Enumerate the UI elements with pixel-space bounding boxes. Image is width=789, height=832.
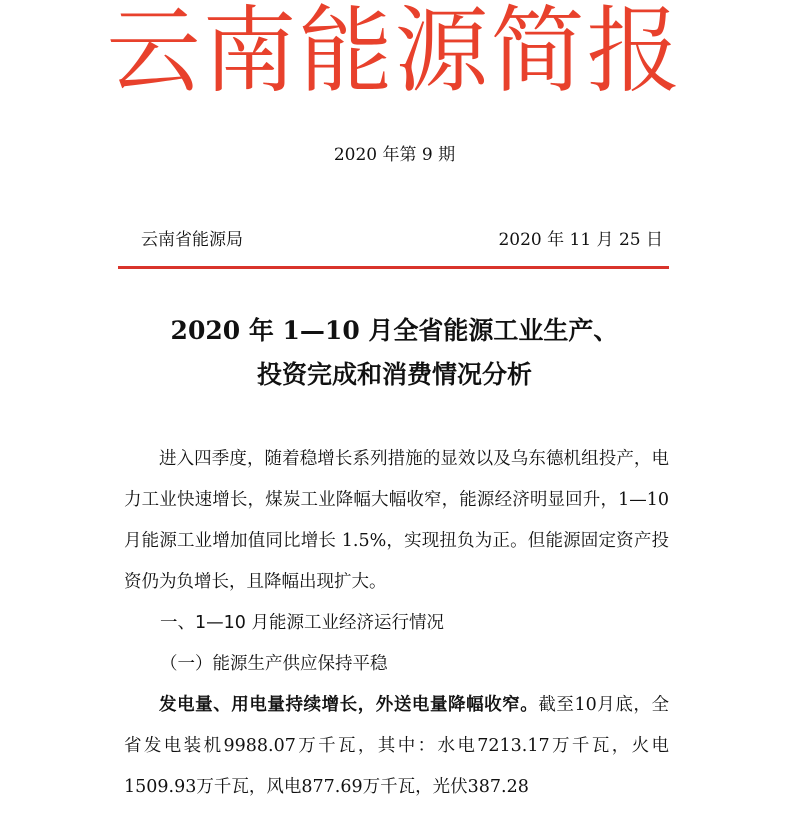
section-heading: 一、1—10 月能源工业经济运行情况 [160, 613, 444, 633]
intro-paragraph: 进入四季度，随着稳增长系列措施的显效以及乌东德机组投产，电力工业快速增长，煤炭工业降幅大幅收窄，能源经济明显回升，1—10 月能源工业增加值同比增长 1.5%，实现扭负为正。但能源固定资产投资仍为负增长，且降幅出现扩大。 [124, 449, 669, 592]
article-title [0, 309, 789, 397]
subsection-heading: （一）能源生产供应保持平稳 [160, 654, 388, 674]
red-divider [118, 266, 669, 269]
publisher: 云南省能源局 [141, 230, 243, 250]
publish-date: 2020 年 11 月 25 日 [498, 230, 663, 250]
electricity-paragraph [124, 685, 669, 808]
paragraph-lead: 发电量、用电量持续增长，外送电量降幅收窄。 [159, 695, 539, 715]
masthead-title: 云南能源简报 [106, 0, 683, 106]
article-body [124, 439, 669, 808]
paragraph-text: 截至10月底，全省发电装机9988.07万千瓦，其中：水电7213.17万千瓦，火电1509.93万千瓦，风电877.69万千瓦，光伏387.28 [124, 695, 669, 797]
issue-number: 2020 年第 9 期 [333, 145, 456, 165]
title-line-1: 2020 年 1—10 月全省能源工业生产、 [170, 316, 619, 345]
title-line-2: 投资完成和消费情况分析 [256, 360, 532, 389]
